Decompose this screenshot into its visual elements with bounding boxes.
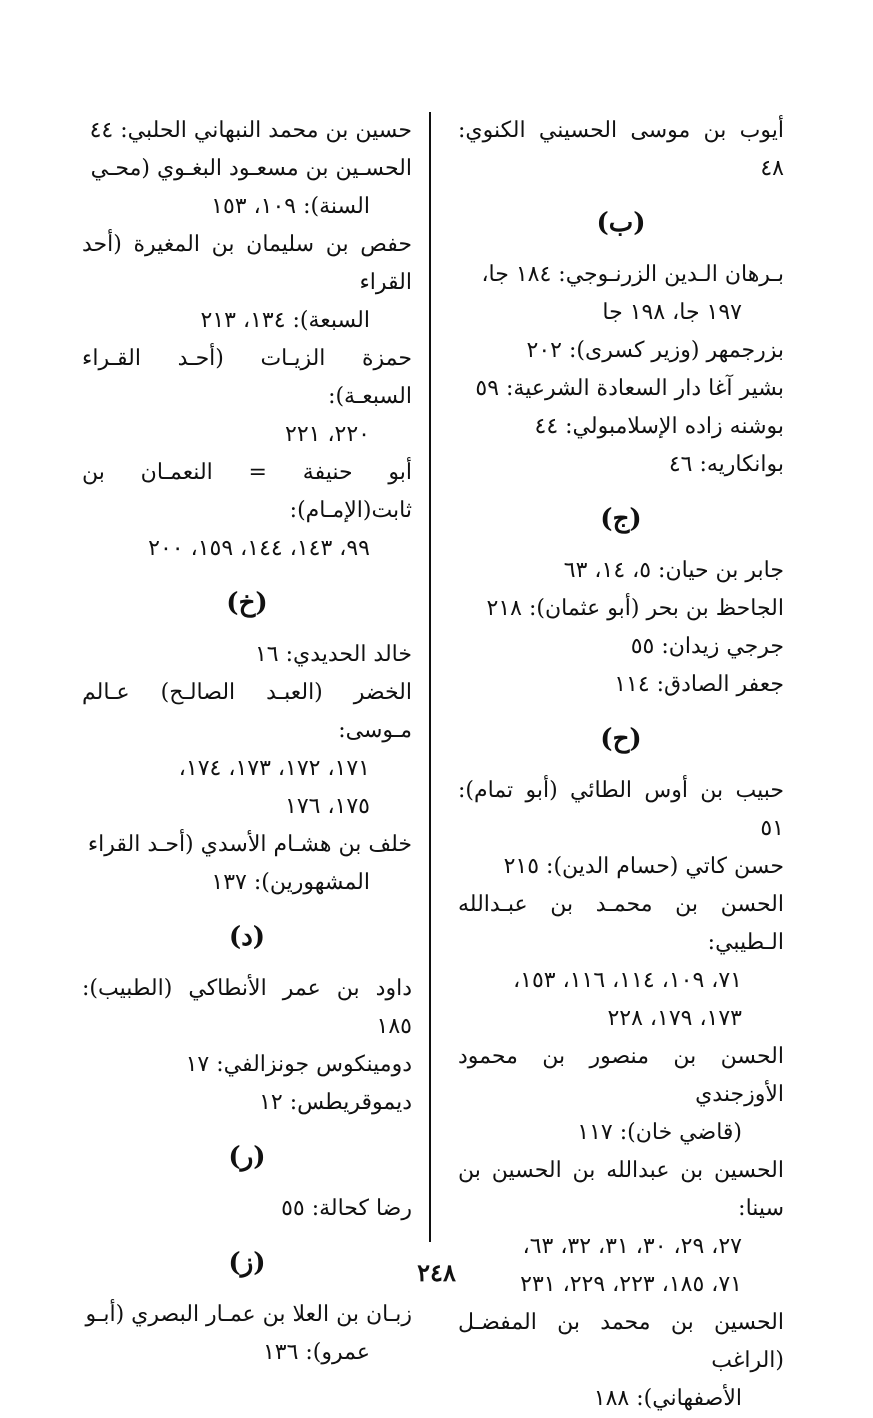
index-entry-continuation: الأصفهاني): ١٨٨	[593, 1386, 742, 1411]
index-entry: بزرجمهر (وزير كسرى): ٢٠٢	[526, 338, 784, 363]
index-entry: حفص بن سليمان بن المغيرة (أحد القراء	[82, 232, 412, 295]
index-entry: بشير آغا دار السعادة الشرعية: ٥٩	[475, 376, 784, 401]
index-entry: الحسن بن محمـد بن عبـدالله الـطيبي:	[458, 892, 784, 955]
index-entry: الحسين بن عبدالله بن الحسين بن سينا:	[458, 1158, 784, 1221]
index-entry: الخضر (العبـد الصالـح) عـالم مـوسى:	[82, 680, 412, 743]
index-entry: جعفر الصادق: ١١٤	[614, 672, 784, 697]
index-entry-continuation: السنة): ١٠٩، ١٥٣	[211, 194, 370, 219]
index-entry: حسين بن محمد النبهاني الحلبي: ٤٤	[89, 118, 412, 143]
index-entry-continuation: ٧١، ١٨٥، ٢٢٣، ٢٢٩، ٢٣١	[520, 1272, 742, 1297]
index-entry-continuation: (قاضي خان): ١١٧	[577, 1120, 742, 1145]
index-entry-continuation: ١٧١، ١٧٢، ١٧٣، ١٧٤،	[178, 756, 370, 781]
index-entry: ديموقريطس: ١٢	[259, 1090, 412, 1115]
index-entry-continuation: ٧١، ١٠٩، ١١٤، ١١٦، ١٥٣،	[513, 968, 742, 993]
letter-heading-zay: (ز)	[228, 1248, 266, 1278]
index-entry: خالد الحديدي: ١٦	[254, 642, 412, 667]
index-entry-continuation: السبعة): ١٣٤، ٢١٣	[200, 308, 370, 333]
index-entry: الجاحظ بن بحر (أبو عثمان): ٢١٨	[486, 596, 784, 621]
column-divider	[429, 112, 431, 1242]
index-entry: حبيب بن أوس الطائي (أبو تمام): ٥١	[458, 778, 784, 841]
index-entry-continuation: عمرو): ١٣٦	[262, 1340, 370, 1365]
index-entry: بوانكاريه: ٤٦	[668, 452, 784, 477]
page-number: ٢٤٨	[417, 1258, 456, 1287]
index-entry-continuation: ٢٧، ٢٩، ٣٠، ٣١، ٣٢، ٦٣،	[522, 1234, 742, 1259]
letter-heading-ba: (ب)	[596, 208, 646, 238]
index-entry: خلف بن هشـام الأسدي (أحـد القراء	[87, 832, 412, 857]
index-entry-continuation: ١٧٣، ١٧٩، ٢٢٨	[607, 1006, 742, 1031]
letter-heading-dal: (د)	[228, 922, 266, 952]
index-entry: جرجي زيدان: ٥٥	[630, 634, 784, 659]
index-entry-continuation: المشهورين): ١٣٧	[211, 870, 370, 895]
letter-heading-ra: (ر)	[228, 1142, 266, 1172]
index-entry: دومينكوس جونزالفي: ١٧	[185, 1052, 412, 1077]
index-column-right	[458, 112, 784, 1418]
index-entry: الحسين بن محمد بن المفضـل (الراغب	[458, 1310, 784, 1373]
index-entry: زبـان بن العلا بن عمـار البصري (أبـو	[85, 1302, 412, 1327]
index-entry: أيوب بن موسى الحسيني الكنوي: ٤٨	[458, 118, 784, 181]
index-entry: أبو حنيفة = النعمـان بن ثابت(الإمـام):	[82, 460, 412, 523]
index-entry-continuation: ٩٩، ١٤٣، ١٤٤، ١٥٩، ٢٠٠	[148, 536, 370, 561]
index-entry: بوشنه زاده الإسلامبولي: ٤٤	[534, 414, 784, 439]
letter-heading-jim: (ج)	[600, 504, 642, 534]
index-entry: الحسن بن منصور بن محمود الأوزجندي	[458, 1044, 784, 1107]
index-column-left	[82, 112, 412, 1372]
index-entry: حمزة الزيـات (أحـد القـراء السبعـة):	[82, 346, 412, 409]
index-entry: داود بن عمر الأنطاكي (الطبيب): ١٨٥	[82, 976, 412, 1039]
index-entry-continuation: ٢٢٠، ٢٢١	[285, 422, 370, 447]
index-entry: حسن كاتي (حسام الدين): ٢١٥	[503, 854, 784, 879]
index-entry: بـرهان الـدين الزرنـوجي: ١٨٤ جا،	[481, 262, 784, 287]
index-entry-continuation: ١٧٥، ١٧٦	[285, 794, 370, 819]
index-entry: جابر بن حيان: ٥، ١٤، ٦٣	[563, 558, 784, 583]
letter-heading-ha: (ح)	[600, 724, 642, 754]
letter-heading-kha: (خ)	[226, 588, 268, 618]
index-entry-continuation: ١٩٧ جا، ١٩٨ جا	[602, 300, 742, 325]
index-entry: رضا كحالة: ٥٥	[281, 1196, 412, 1221]
index-entry: الحسـين بن مسعـود البغـوي (محـي	[90, 156, 412, 181]
